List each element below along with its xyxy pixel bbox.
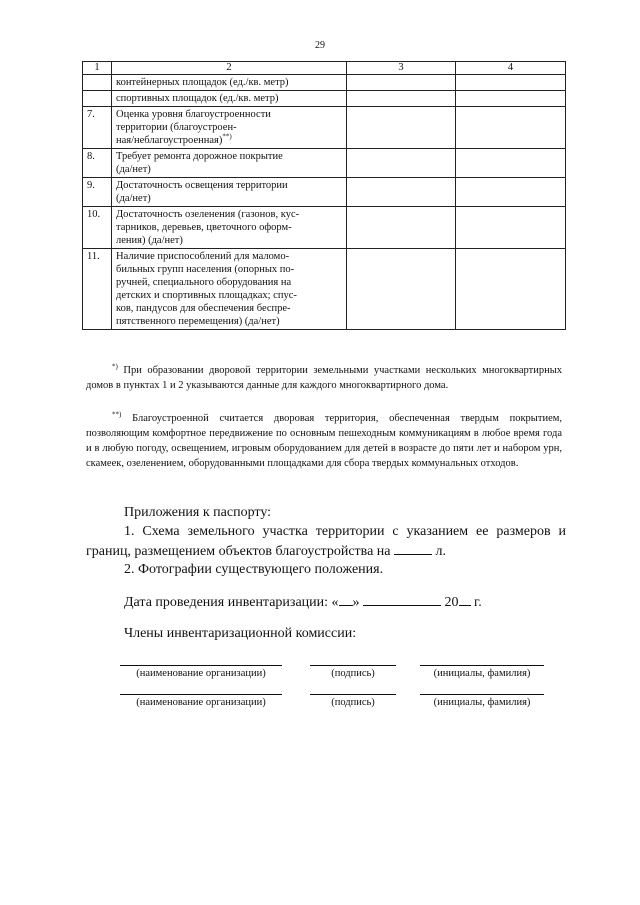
header-col-3: 3 — [347, 62, 456, 75]
signature-line-org-2[interactable] — [120, 694, 282, 695]
row-text-line: контейнерных площадок (ед./кв. метр) — [116, 77, 289, 88]
row-text-line: (да/нет) — [116, 193, 151, 204]
date-label: Дата проведения инвентаризации: « — [124, 595, 339, 610]
row-text-line: детских и спортивных площадках; спус- — [116, 290, 297, 301]
footnote-2 — [86, 411, 562, 471]
header-col-4: 4 — [456, 62, 566, 75]
row-text-line: пятственного перемещения) (да/нет) — [116, 316, 280, 327]
header-col-2: 2 — [112, 62, 347, 75]
row-number: 10. — [83, 207, 112, 249]
footnote-1-mark: *) — [112, 362, 118, 371]
row-value-col3 — [347, 207, 456, 249]
row-text-line: бильных групп населения (опорных по- — [116, 264, 295, 275]
row-text-line: территории (благоустроен- — [116, 122, 237, 133]
year-blank[interactable] — [459, 592, 471, 606]
footnote-1 — [86, 363, 562, 393]
row-value-col3 — [347, 75, 456, 91]
appendix-heading: Приложения к паспорту: — [124, 505, 272, 520]
footnote-2-mark: **) — [112, 410, 122, 419]
table-header-row — [83, 62, 566, 75]
signature-line-org-1[interactable] — [120, 665, 282, 666]
row-number: 7. — [83, 107, 112, 149]
row-number: 11. — [83, 249, 112, 330]
row-description — [112, 249, 347, 330]
row-value-col3 — [347, 249, 456, 330]
row-text-line: Наличие приспособлений для маломо- — [116, 251, 290, 262]
row-description — [112, 207, 347, 249]
commission-heading: Члены инвентаризационной комиссии: — [124, 626, 357, 641]
table-row — [83, 207, 566, 249]
row-value-col3 — [347, 107, 456, 149]
page-number: 29 — [315, 40, 325, 51]
row-number — [83, 75, 112, 91]
row-value-col3 — [347, 178, 456, 207]
table-row — [83, 91, 566, 107]
appendix-item-1-text: 1. Схема земельного участка территории с указанием ее размеров и границ, размещением объектов благоустройства на — [86, 524, 566, 559]
row-text-line: ления) (да/нет) — [116, 235, 183, 246]
signature-label-org: (наименование организации) — [136, 697, 266, 708]
row-text-line: Оценка уровня благоустроенности — [116, 109, 271, 120]
row-value-col4 — [456, 91, 566, 107]
signature-label-name: (инициалы, фамилия) — [433, 668, 531, 679]
row-text-line: Достаточность озеленения (газонов, кус- — [116, 209, 300, 220]
row-number: 9. — [83, 178, 112, 207]
row-text-line: тарников, деревьев, цветочного оформ- — [116, 222, 292, 233]
month-blank[interactable] — [363, 592, 441, 606]
row-description — [112, 75, 347, 91]
row-description — [112, 178, 347, 207]
day-blank[interactable] — [339, 592, 353, 606]
signature-label-name: (инициалы, фамилия) — [433, 697, 531, 708]
row-number — [83, 91, 112, 107]
appendix-item-1 — [86, 522, 566, 561]
footnote-1-text: При образовании дворовой территории земельными участками нескольких многоквартирных домов в пунктах 1 и 2 указываются данные для каждого многоквартирного дома. — [86, 365, 562, 391]
row-value-col4 — [456, 178, 566, 207]
row-value-col4 — [456, 149, 566, 178]
signature-line-sign-1[interactable] — [310, 665, 396, 666]
row-text-line: Требует ремонта дорожное покрытие — [116, 151, 283, 162]
signature-label-sign: (подпись) — [331, 697, 375, 708]
year-prefix: 20 — [444, 595, 459, 610]
table-row — [83, 178, 566, 207]
signature-line-name-1[interactable] — [420, 665, 544, 666]
appendix-item-1-suffix: л. — [435, 544, 446, 559]
table-row — [83, 107, 566, 149]
date-mid: » — [352, 595, 360, 610]
row-description — [112, 149, 347, 178]
row-text-line: ная/неблагоустроенная) — [116, 135, 223, 146]
signature-line-sign-2[interactable] — [310, 694, 396, 695]
table-row — [83, 249, 566, 330]
table-row — [83, 75, 566, 91]
row-description — [112, 107, 347, 149]
inventory-table — [82, 61, 566, 330]
sheet-count-blank[interactable] — [394, 541, 432, 555]
row-description — [112, 91, 347, 107]
row-text-line: (да/нет) — [116, 164, 151, 175]
row-number: 8. — [83, 149, 112, 178]
row-text-line: ков, пандусов для обеспечения беспре- — [116, 303, 291, 314]
row-value-col4 — [456, 249, 566, 330]
footnote-2-text: Благоустроенной считается дворовая территория, обеспеченная твердым покрытием, позволяющим комфортное передвижение по основным пешеходным коммуникациям в любое время года и в любую погоду, освещением, игровым оборудованием для детей в возрасте до пяти лет и набором урн, скамеек, озеленением, оборудованными площадками для сбора твердых коммунальных отходов. — [86, 413, 562, 469]
row-value-col3 — [347, 91, 456, 107]
row-value-col4 — [456, 207, 566, 249]
row-text-line: ручней, специального оборудования на — [116, 277, 292, 288]
signature-label-org: (наименование организации) — [136, 668, 266, 679]
inventory-date-line — [86, 592, 566, 612]
signature-label-sign: (подпись) — [331, 668, 375, 679]
row-value-col4 — [456, 107, 566, 149]
signature-line-name-2[interactable] — [420, 694, 544, 695]
header-col-1: 1 — [83, 62, 112, 75]
year-suffix: г. — [474, 595, 482, 610]
appendix-item-2: 2. Фотографии существующего положения. — [124, 562, 384, 577]
row-text-line: Достаточность освещения территории — [116, 180, 288, 191]
footnote-ref: **) — [222, 132, 232, 141]
row-value-col4 — [456, 75, 566, 91]
row-value-col3 — [347, 149, 456, 178]
row-text-line: спортивных площадок (ед./кв. метр) — [116, 93, 279, 104]
table-row — [83, 149, 566, 178]
